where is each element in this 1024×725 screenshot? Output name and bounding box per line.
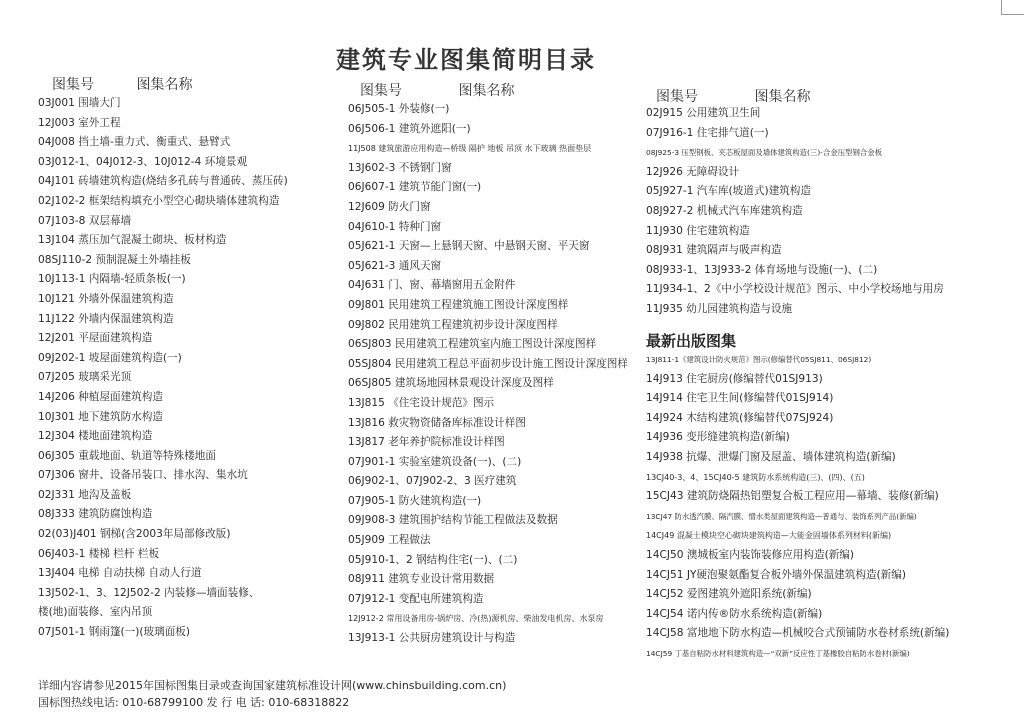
list-item: 14CJ54 诺内传®防水系统构造(新编) bbox=[646, 607, 823, 620]
list-item: 07J901-1 实验室建筑设备(一)、(二) bbox=[348, 455, 522, 468]
list-item: 14J936 变形缝建筑构造(新编) bbox=[646, 431, 790, 444]
list-item: 13J502-1、3、12J502-2 内装修—墙面装修、 bbox=[38, 586, 260, 599]
list-item: 07J501-1 钢雨篷(一)(玻璃面板) bbox=[38, 626, 191, 639]
list-item: 13J104 蒸压加气混凝土砌块、板材构造 bbox=[38, 234, 227, 247]
list-item: 05J621-1 天窗—上悬钢天窗、中悬钢天窗、平天窗 bbox=[348, 240, 590, 253]
list-item: 02J102-2 框架结构填充小型空心砌块墙体建筑构造 bbox=[38, 194, 280, 207]
list-item: 06J607-1 建筑节能门窗(一) bbox=[348, 181, 482, 194]
list-item: 12J609 防火门窗 bbox=[348, 200, 431, 213]
list-item: 13J816 救灾物资储备库标准设计样图 bbox=[348, 416, 526, 429]
col2-header-name: 图集名称 bbox=[458, 83, 515, 99]
list-item: 11J508 建筑旅游应用构造—桥级 隔护 地板 吊顶 水下玻璃 热面垫层 bbox=[348, 144, 592, 154]
page-corner-frame bbox=[1001, 0, 1024, 15]
list-item: 13J913-1 公共厨房建筑设计与构造 bbox=[348, 632, 516, 645]
column3-list bbox=[646, 104, 992, 320]
list-item: 12J201 平屋面建筑构造 bbox=[38, 332, 153, 345]
list-item: 楼(地)面装修、室内吊顶 bbox=[38, 606, 153, 619]
list-item: 10J301 地下建筑防水构造 bbox=[38, 410, 163, 423]
list-item: 11J934-1、2《中小学校设计规范》图示、中小学校场地与用房 bbox=[646, 283, 944, 296]
list-item: 14J206 种植屋面建筑构造 bbox=[38, 390, 163, 403]
list-item: 10J121 外墙外保温建筑构造 bbox=[38, 292, 174, 305]
list-item: 05J621-3 通风天窗 bbox=[348, 259, 442, 272]
list-item: 10J113-1 内隔墙-轻质条板(一) bbox=[38, 273, 186, 286]
list-item: 09J801 民用建筑工程建筑施工图设计深度图样 bbox=[348, 298, 569, 311]
list-item: 02J331 地沟及盖板 bbox=[38, 488, 132, 501]
list-item: 06J902-1、07J902-2、3 医疗建筑 bbox=[348, 475, 517, 488]
list-item: 13CJ47 防水透汽膜、隔汽膜、憎水类屋面建筑构造—普通与、装饰系列产品(新编) bbox=[646, 511, 917, 521]
new-publications-list bbox=[646, 350, 996, 664]
list-item: 08J911 建筑专业设计常用数据 bbox=[348, 573, 495, 586]
list-item: 13J602-3 不锈钢门窗 bbox=[348, 161, 452, 174]
list-item: 06SJ805 建筑场地园林景观设计深度及图样 bbox=[348, 377, 554, 390]
list-item: 14CJ51 JY硬泡聚氨酯复合板外墙外保温建筑构造(新编) bbox=[646, 568, 906, 581]
list-item: 14CJ59 丁基自粘防水材料建筑构造—“双新”反应性丁基橡胶自粘防水卷材(新编) bbox=[646, 648, 910, 658]
column2-header bbox=[360, 80, 514, 100]
list-item: 04J631 门、窗、幕墙窗用五金附件 bbox=[348, 279, 516, 292]
list-item: 04J610-1 特种门窗 bbox=[348, 220, 442, 233]
list-item: 14J938 抗爆、泄爆门窗及屋盖、墙体建筑构造(新编) bbox=[646, 450, 896, 463]
list-item: 14CJ50 澳城板室内装饰装修应用构造(新编) bbox=[646, 548, 855, 561]
list-item: 13J811-1《建筑设计防火规范》图示(修编替代05SJ811、06SJ812) bbox=[646, 355, 872, 364]
new-publications-title: 最新出版图集 bbox=[646, 332, 737, 350]
footer-hotline: 国标图热线电话: 010-68799100 发 行 电 话: 010-68318822 bbox=[38, 696, 350, 709]
list-item: 07J912-1 变配电所建筑构造 bbox=[348, 592, 484, 605]
column1-list bbox=[38, 94, 336, 643]
list-item: 14CJ58 富地地下防水构造—机械咬合式预铺防水卷材系统(新编) bbox=[646, 627, 950, 640]
list-item: 11J122 外墙内保温建筑构造 bbox=[38, 312, 174, 325]
list-item: 08SJ110-2 预制混凝土外墙挂板 bbox=[38, 253, 191, 266]
list-item: 14CJ52 爱图建筑外遮阳系统(新编) bbox=[646, 588, 812, 601]
column1-header bbox=[52, 74, 192, 94]
column3-header bbox=[656, 86, 810, 106]
list-item: 08J933-1、13J933-2 体育场地与设施(一)、(二) bbox=[646, 263, 878, 276]
list-item: 07J916-1 住宅排气道(一) bbox=[646, 126, 769, 139]
list-item: 06J506-1 建筑外遮阳(一) bbox=[348, 122, 471, 135]
list-item: 05SJ804 民用建筑工程总平面初步设计施工图设计深度图样 bbox=[348, 357, 628, 370]
footer-note: 详细内容请参见2015年国标图集目录或查询国家建筑标准设计网(www.chinsbuilding.com.cn) bbox=[38, 679, 507, 692]
col1-header-name: 图集名称 bbox=[136, 77, 193, 93]
list-item: 05J909 工程做法 bbox=[348, 534, 431, 547]
list-item: 07J306 窗井、设备吊装口、排水沟、集水坑 bbox=[38, 469, 248, 482]
list-item: 03J012-1、04J012-3、10J012-4 环境景观 bbox=[38, 155, 248, 168]
list-item: 14J913 住宅厨房(修编替代01SJ913) bbox=[646, 372, 823, 385]
list-item: 11J930 住宅建筑构造 bbox=[646, 224, 750, 237]
list-item: 04J101 砖墙建筑构造(烧结多孔砖与普通砖、蒸压砖) bbox=[38, 175, 288, 188]
list-item: 13J817 老年养护院标准设计样图 bbox=[348, 436, 505, 449]
list-item: 09J202-1 坡屋面建筑构造(一) bbox=[38, 351, 182, 364]
list-item: 11J935 幼儿园建筑构造与设施 bbox=[646, 302, 793, 315]
list-item: 03J001 围墙大门 bbox=[38, 97, 121, 109]
list-item: 05J910-1、2 钢结构住宅(一)、(二) bbox=[348, 553, 518, 566]
list-item: 08J925-3 压型钢板、夹芯板屋面及墙体建筑构造(三)-合金压型钢合金板 bbox=[646, 148, 883, 158]
list-item: 14CJ49 混凝土模块空心砌块建筑构造—大能金固墙体系列材料(新编) bbox=[646, 531, 892, 541]
list-item: 13J404 电梯 自动扶梯 自动人行道 bbox=[38, 567, 202, 580]
list-item: 06J505-1 外装修(一) bbox=[348, 103, 450, 115]
list-item: 08J931 建筑隔声与吸声构造 bbox=[646, 244, 782, 257]
list-item: 06SJ803 民用建筑工程建筑室内施工图设计深度图样 bbox=[348, 338, 597, 351]
list-item: 06J403-1 楼梯 栏杆 栏板 bbox=[38, 547, 160, 560]
list-item: 08J333 建筑防腐蚀构造 bbox=[38, 508, 153, 521]
list-item: 02(03)J401 钢梯(含2003年局部修改版) bbox=[38, 528, 231, 541]
column2-list bbox=[348, 100, 640, 649]
list-item: 14J924 木结构建筑(修编替代07SJ924) bbox=[646, 411, 834, 424]
list-item: 12J304 楼地面建筑构造 bbox=[38, 430, 153, 443]
list-item: 09J908-3 建筑围护结构节能工程做法及数据 bbox=[348, 514, 558, 527]
col3-header-name: 图集名称 bbox=[754, 89, 811, 105]
list-item: 09J802 民用建筑工程建筑初步设计深度图样 bbox=[348, 318, 558, 331]
list-item: 06J305 重载地面、轨道等特殊楼地面 bbox=[38, 449, 216, 462]
list-item: 13J815 《住宅设计规范》图示 bbox=[348, 396, 495, 409]
col3-header-no: 图集号 bbox=[656, 89, 698, 105]
page-title: 建筑专业图集简明目录 bbox=[336, 45, 596, 74]
list-item: 14J914 住宅卫生间(修编替代01SJ914) bbox=[646, 392, 834, 405]
list-item: 05J927-1 汽车库(坡道式)建筑构造 bbox=[646, 185, 811, 198]
list-item: 15CJ43 建筑防烧隔热铝塑复合板工程应用—幕墙、装修(新编) bbox=[646, 490, 939, 503]
list-item: 07J905-1 防火建筑构造(一) bbox=[348, 494, 482, 507]
list-item: 12J926 无障碍设计 bbox=[646, 165, 740, 178]
col1-header-no: 图集号 bbox=[52, 77, 94, 93]
list-item: 12J003 室外工程 bbox=[38, 116, 121, 129]
col2-header-no: 图集号 bbox=[360, 83, 402, 99]
list-item: 08J927-2 机械式汽车库建筑构造 bbox=[646, 204, 803, 217]
list-item: 07J205 玻璃采光顶 bbox=[38, 371, 132, 384]
list-item: 13CJ40-3、4、15CJ40-5 建筑防水系统构造(三)、(四)、(五) bbox=[646, 472, 865, 482]
list-item: 02J915 公用建筑卫生间 bbox=[646, 107, 761, 119]
list-item: 12J912-2 常用设备用房-锅炉房、冷(热)源机房、柴油发电机房、水泵房 bbox=[348, 614, 604, 624]
list-item: 04J008 挡土墙-重力式、衡重式、悬臂式 bbox=[38, 136, 231, 149]
list-item: 07J103-8 双层幕墙 bbox=[38, 214, 132, 227]
